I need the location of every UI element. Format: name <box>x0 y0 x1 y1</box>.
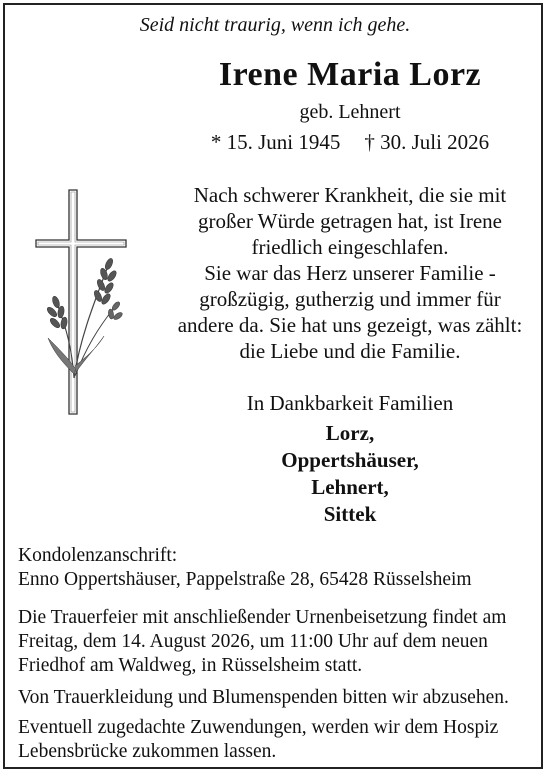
donation-line: Eventuell zugedachte Zuwendungen, werden wir dem Hospiz <box>18 717 499 738</box>
clothing-note: Von Trauerkleidung und Blumenspenden bitten wir abzusehen. <box>18 687 509 708</box>
donation-block <box>18 716 534 764</box>
poem-text <box>150 182 550 364</box>
cross-with-wheat-icon <box>28 188 148 418</box>
birth-date: * 15. Juni 1945 <box>210 130 341 154</box>
condolence-label: Kondolenzanschrift: <box>18 545 178 566</box>
ceremony-line: Friedhof am Waldweg, in Rüsselsheim statt. <box>18 655 363 676</box>
thanks-line: In Dankbarkeit Familien <box>246 391 454 415</box>
condolence-block <box>18 544 534 592</box>
donation-line: Lebensbrücke zukommen lassen. <box>18 741 277 762</box>
death-date: † 30. Juli 2026 <box>364 130 490 154</box>
motto: Seid nicht traurig, wenn ich gehe. <box>139 14 411 36</box>
poem-line: friedlich eingeschlafen. <box>251 235 449 259</box>
poem-line: Nach schwerer Krankheit, die sie mit <box>193 183 507 207</box>
family-name: Oppertshäuser, <box>281 448 419 472</box>
maiden-name: geb. Lehnert <box>299 101 401 123</box>
life-dates <box>150 128 550 156</box>
deceased-name: Irene Maria Lorz <box>218 56 482 93</box>
family-name: Lorz, <box>325 421 375 445</box>
family-name: Lehnert, <box>311 475 389 499</box>
family-names <box>150 420 550 528</box>
poem-line: die Liebe und die Familie. <box>239 339 461 363</box>
poem-line: andere da. Sie hat uns gezeigt, was zählt: <box>177 313 523 337</box>
poem-line: großer Würde getragen hat, ist Irene <box>198 209 502 233</box>
ceremony-block <box>18 606 534 678</box>
family-name: Sittek <box>323 502 377 526</box>
poem-line: Sie war das Herz unserer Familie - <box>204 261 496 285</box>
poem-line: großzügig, gutherzig und immer für <box>199 287 501 311</box>
ceremony-line: Freitag, dem 14. August 2026, um 11:00 Uhr auf dem neuen <box>18 631 488 652</box>
ceremony-line: Die Trauerfeier mit anschließender Urnenbeisetzung findet am <box>18 607 507 628</box>
condolence-address: Enno Oppertshäuser, Pappelstraße 28, 65428 Rüsselsheim <box>18 569 472 590</box>
